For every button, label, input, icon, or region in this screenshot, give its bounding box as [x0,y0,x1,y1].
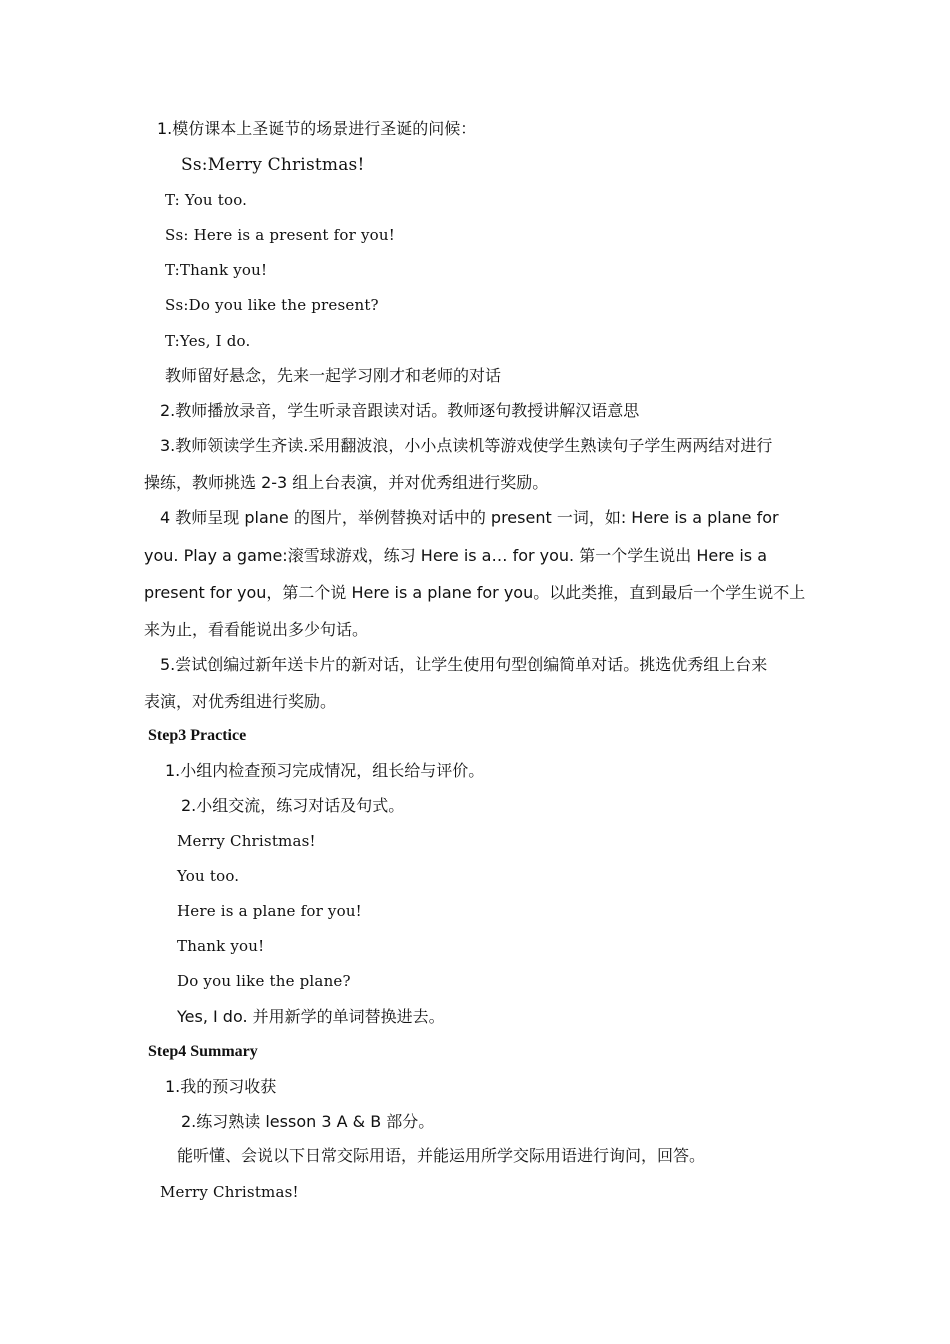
practice-dialogue-line: Yes, I do. 并用新学的单词替换进去。 [177,1007,445,1026]
practice-dialogue-line: Do you like the plane? [177,972,351,990]
practice-item-2: 2.小组交流，练习对话及句式。 [181,796,405,815]
paragraph-line: you. Play a game:滚雪球游戏，练习 Here is a… for you. 第一个学生说出 Here is a [144,546,768,565]
step-item-4: 4 教师呈现 plane 的图片，举例替换对话中的 present 一词，如: Here is a plane for [160,508,779,527]
section-heading-summary: Step4 Summary [148,1043,258,1060]
step-item-2: 2.教师播放录音，学生听录音跟读对话。教师逐句教授讲解汉语意思 [160,401,640,420]
summary-item-1: 1.我的预习收获 [165,1077,277,1096]
step-item-3: 3.教师领读学生齐读.采用翻波浪，小小点读机等游戏使学生熟读句子学生两两结对进行 [160,436,773,455]
practice-item-1: 1.小组内检查预习完成情况，组长给与评价。 [165,761,485,780]
practice-dialogue-line: Merry Christmas! [177,832,316,850]
practice-dialogue-line: Here is a plane for you! [177,902,362,920]
paragraph-line: 操练，教师挑选 2-3 组上台表演，并对优秀组进行奖励。 [144,473,549,492]
practice-dialogue-line: Thank you! [177,937,265,955]
paragraph-line: 表演，对优秀组进行奖励。 [144,692,337,711]
step-item-1: 1.模仿课本上圣诞节的场景进行圣诞的问候： [157,119,477,138]
paragraph-line: 能听懂、会说以下日常交际用语，并能运用所学交际用语进行询问，回答。 [177,1146,706,1165]
dialogue-line: Ss:Do you like the present? [165,296,379,314]
section-heading-practice: Step3 Practice [148,727,247,744]
dialogue-line: T: You too. [165,191,248,209]
summary-phrase: Merry Christmas! [160,1183,299,1201]
step-item-5: 5.尝试创编过新年送卡片的新对话，让学生使用句型创编简单对话。挑选优秀组上台来 [160,655,768,674]
summary-item-2: 2.练习熟读 lesson 3 A & B 部分。 [181,1112,435,1131]
paragraph-line: 来为止，看看能说出多少句话。 [144,620,369,639]
practice-dialogue-line: You too. [177,867,240,885]
dialogue-line: Ss: Here is a present for you! [165,226,395,244]
dialogue-line: Ss:Merry Christmas! [181,155,365,175]
paragraph-line: present for you，第二个说 Here is a plane for you。以此类推，直到最后一个学生说不上 [144,583,806,602]
dialogue-line: T:Thank you! [165,261,268,279]
paragraph-line: 教师留好悬念，先来一起学习刚才和老师的对话 [165,366,502,385]
dialogue-line: T:Yes, I do. [165,332,251,350]
